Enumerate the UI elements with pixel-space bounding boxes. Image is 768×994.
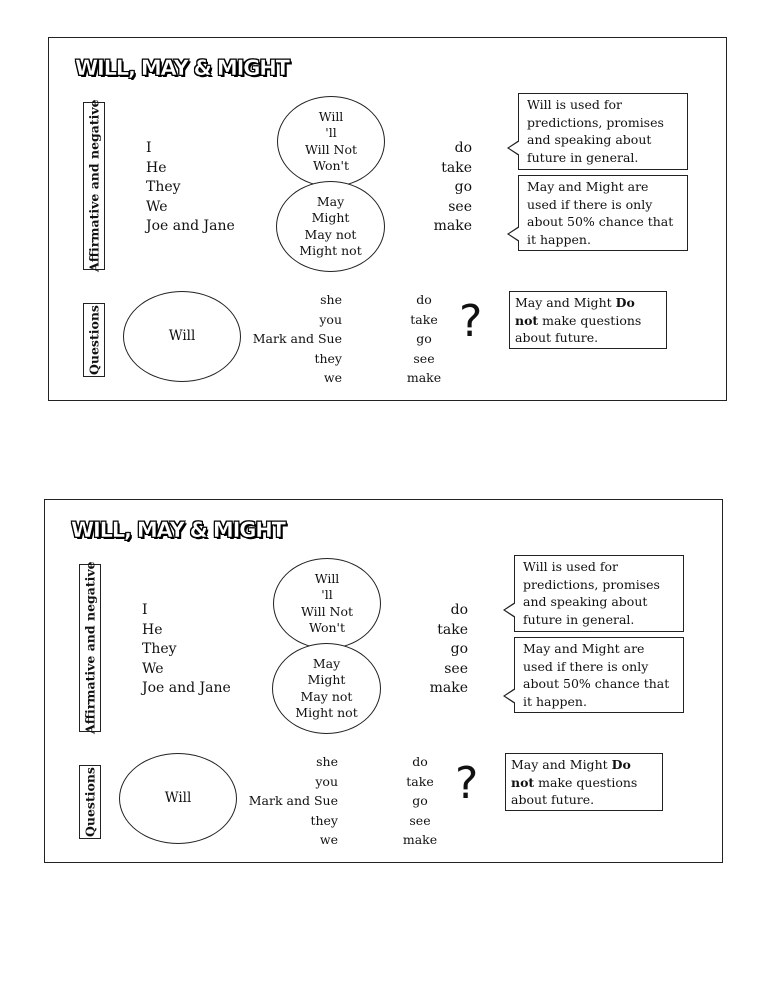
may-forms-oval	[276, 181, 385, 272]
worksheet-card	[48, 37, 727, 401]
verb: do	[450, 602, 468, 618]
verb: do	[454, 140, 472, 156]
section-label-questions: Questions	[83, 303, 105, 377]
question-mark-icon: ?	[459, 296, 483, 347]
question-subject: she	[316, 754, 338, 769]
question-verb: take	[410, 311, 438, 327]
question-verb: go	[412, 793, 428, 809]
subject-list	[142, 601, 231, 699]
question-verb: see	[409, 812, 431, 828]
verb: go	[454, 179, 472, 196]
may-usage-note	[514, 637, 684, 713]
question-note-text: make questions about future.	[511, 774, 638, 807]
subject: He	[142, 621, 163, 638]
verb: make	[429, 680, 468, 697]
may-usage-note	[518, 175, 688, 251]
question-subject: we	[319, 832, 338, 848]
verb: take	[437, 621, 468, 638]
may-form: Might	[311, 210, 350, 225]
subject: I	[142, 602, 148, 618]
will-forms-oval	[277, 96, 385, 187]
question-subject-list	[235, 752, 338, 850]
question-word: Will	[168, 328, 196, 345]
question-note-emphasis: Do not	[515, 295, 635, 328]
will-usage-text: Will is used for predictions, promises and speaking about future in general.	[523, 559, 660, 627]
verb: take	[441, 159, 472, 176]
subject: We	[142, 660, 164, 677]
section-label-affirmative: Affirmative and negative	[79, 564, 101, 732]
question-note-emphasis: Do not	[511, 757, 631, 790]
subject: They	[142, 641, 177, 658]
question-subject-list	[239, 290, 342, 388]
will-form: Will Not	[304, 141, 358, 157]
worksheet-title: WILL, MAY & MIGHT	[71, 518, 285, 542]
may-form: Might	[307, 672, 346, 687]
verb: see	[444, 660, 468, 677]
question-verb-list	[399, 290, 449, 388]
question-note	[505, 753, 663, 811]
may-form: Might not	[295, 705, 358, 720]
section-label-affirmative: Affirmative and negative	[83, 102, 105, 270]
verb: go	[450, 641, 468, 658]
worksheet-title: WILL, MAY & MIGHT	[75, 56, 289, 80]
verb-list	[424, 139, 472, 237]
question-subject: you	[315, 773, 338, 789]
will-form: 'll	[321, 587, 333, 602]
question-word-oval	[119, 753, 237, 844]
may-form: May not	[300, 688, 353, 704]
verb-list	[420, 601, 468, 699]
question-verb: make	[402, 832, 438, 848]
will-form: Won't	[312, 158, 350, 173]
question-verb: take	[406, 773, 434, 789]
question-note-text: make questions about future.	[515, 312, 642, 345]
may-form: May	[312, 655, 341, 671]
callout-pointer	[505, 689, 516, 703]
subject: They	[146, 179, 181, 196]
verb: make	[433, 218, 472, 235]
may-forms-oval	[272, 643, 381, 734]
question-word: Will	[164, 790, 192, 807]
question-note-text: May and Might	[511, 757, 612, 772]
may-form: May	[316, 193, 345, 209]
verb: see	[448, 198, 472, 215]
will-form: 'll	[325, 125, 337, 140]
subject: Joe and Jane	[146, 218, 235, 235]
will-form: Will	[314, 570, 340, 586]
worksheet-card	[44, 499, 723, 863]
question-note	[509, 291, 667, 349]
may-form: May not	[304, 226, 357, 242]
question-mark-icon: ?	[455, 758, 479, 809]
question-verb: do	[412, 754, 428, 769]
callout-pointer	[509, 141, 520, 155]
question-verb: see	[413, 350, 435, 366]
will-form: Will	[318, 108, 344, 124]
will-forms-oval	[273, 558, 381, 649]
may-form: Might not	[299, 243, 362, 258]
will-form: Won't	[308, 620, 346, 635]
question-verb: do	[416, 292, 432, 307]
subject: Joe and Jane	[142, 680, 231, 697]
question-subject: Mark and Sue	[248, 793, 338, 809]
will-usage-text: Will is used for predictions, promises and speaking about future in general.	[527, 97, 664, 165]
question-word-oval	[123, 291, 241, 382]
subject: We	[146, 198, 168, 215]
subject: He	[146, 159, 167, 176]
question-note-text: May and Might	[515, 295, 616, 310]
will-form: Will Not	[300, 603, 354, 619]
callout-pointer	[505, 603, 516, 617]
question-verb: go	[416, 331, 432, 347]
question-subject: they	[314, 350, 342, 366]
subject-list	[146, 139, 235, 237]
may-usage-text: May and Might are used if there is only about 50% chance that it happen.	[523, 641, 670, 709]
may-usage-text: May and Might are used if there is only about 50% chance that it happen.	[527, 179, 674, 247]
question-subject: she	[320, 292, 342, 307]
will-usage-note	[514, 555, 684, 632]
question-verb: make	[406, 370, 442, 386]
subject: I	[146, 140, 152, 156]
question-subject: Mark and Sue	[252, 331, 342, 347]
question-verb-list	[395, 752, 445, 850]
question-subject: you	[319, 311, 342, 327]
will-usage-note	[518, 93, 688, 170]
section-label-questions: Questions	[79, 765, 101, 839]
callout-pointer	[509, 227, 520, 241]
question-subject: they	[310, 812, 338, 828]
question-subject: we	[323, 370, 342, 386]
